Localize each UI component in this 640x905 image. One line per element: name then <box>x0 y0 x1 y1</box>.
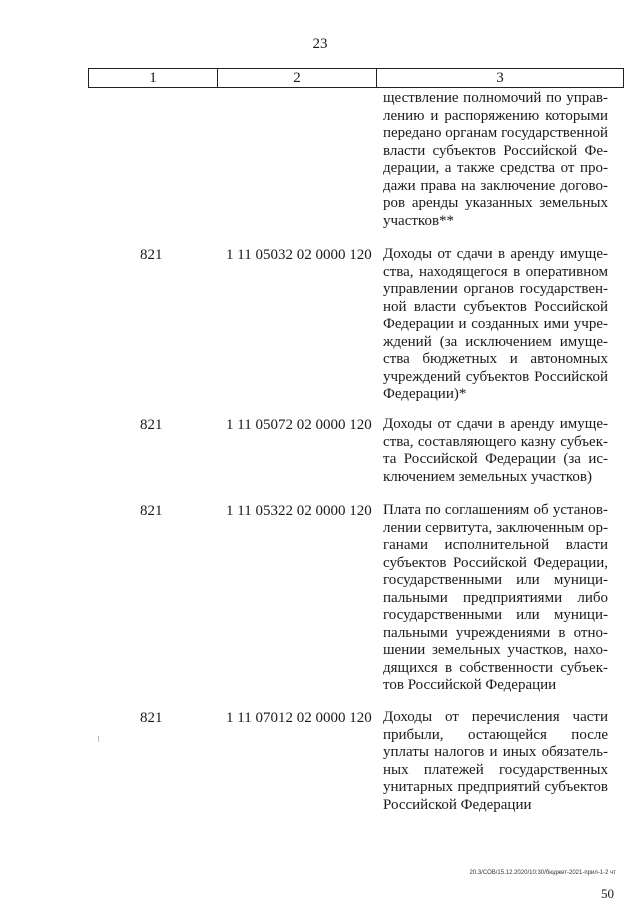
desc-line: ров аренды указанных земельных <box>383 195 608 211</box>
income-description <box>383 246 608 404</box>
desc-line: Доходы от сдачи в аренду имуще- <box>383 416 608 432</box>
desc-line: ства бюджетных и автономных <box>383 351 608 367</box>
desc-line: учреждений субъектов Российской <box>383 368 608 385</box>
admin-code: 821 <box>140 247 163 263</box>
income-code: 1 11 07012 02 0000 120 <box>226 710 372 726</box>
desc-line: уплаты налогов и иных обязатель- <box>383 744 608 760</box>
margin-mark <box>98 736 99 742</box>
desc-line: государственными или муници- <box>383 572 608 588</box>
desc-line: Доходы от сдачи в аренду имуще- <box>383 246 608 262</box>
desc-line: шении земельных участков, нахо- <box>383 642 608 658</box>
desc-line: участков** <box>383 212 455 229</box>
desc-line: пальными предприятиями либо <box>383 589 608 606</box>
column-header-2: 2 <box>218 69 377 88</box>
desc-line: передано органам государственной <box>383 125 608 141</box>
desc-line: прибыли, остающейся после <box>383 726 608 743</box>
column-header-1: 1 <box>89 69 218 88</box>
desc-line: та Российской Федерации (за ис- <box>383 451 608 467</box>
sheet-number: 50 <box>601 886 614 901</box>
desc-line: управлении органов государствен- <box>383 281 608 297</box>
income-code: 1 11 05032 02 0000 120 <box>226 247 372 263</box>
admin-code: 821 <box>140 503 163 519</box>
desc-line: ства, составляющего казну субъек- <box>383 433 608 450</box>
desc-line: Федерации)* <box>383 386 467 402</box>
income-description <box>383 502 608 695</box>
income-description <box>383 709 608 814</box>
desc-line: субъектов Российской Федерации, <box>383 554 608 571</box>
footer-file-path: 20.3/СОВ/15.12.2020/10:30/бюджет-2021-прил-1-2 чт <box>469 870 616 876</box>
desc-line: ждений (за исключением имуще- <box>383 333 608 350</box>
desc-line: пальными учреждениями в отно- <box>383 624 608 641</box>
desc-line: ключением земельных участков) <box>383 468 592 485</box>
desc-line: дажи права на заключение догово- <box>383 177 608 194</box>
desc-line: лении сервитута, заключенным ор- <box>383 519 608 536</box>
desc-line: ществление полномочий по управ- <box>383 90 608 106</box>
desc-line: ной власти субъектов Российской <box>383 298 608 315</box>
admin-code: 821 <box>140 417 163 433</box>
desc-line: дящихся в собственности субъек- <box>383 659 608 676</box>
admin-code: 821 <box>140 710 163 726</box>
desc-line: ных платежей государственных <box>383 761 608 778</box>
desc-line: лению и распоряжению которыми <box>383 107 608 124</box>
page-number: 23 <box>312 36 328 52</box>
desc-line: тов Российской Федерации <box>383 677 557 693</box>
desc-line: Плата по соглашениям об установ- <box>383 502 608 518</box>
desc-line: государственными или муници- <box>383 607 608 623</box>
column-header-table <box>88 68 624 88</box>
desc-line: дерации, а также средства от про- <box>383 160 608 176</box>
income-code: 1 11 05072 02 0000 120 <box>226 417 372 433</box>
income-code: 1 11 05322 02 0000 120 <box>226 503 372 519</box>
desc-line: ганами исполнительной власти <box>383 537 608 553</box>
desc-line: ства, находящегося в оперативном <box>383 263 608 280</box>
desc-line: Федерации и созданных ими учре- <box>383 316 608 332</box>
desc-line: власти субъектов Российской Фе- <box>383 142 608 159</box>
continuation-description <box>383 90 608 230</box>
column-header-3: 3 <box>377 69 624 88</box>
desc-line: унитарных предприятий субъектов <box>383 779 608 795</box>
desc-line: Российской Федерации <box>383 796 532 813</box>
income-description <box>383 416 608 486</box>
desc-line: Доходы от перечисления части <box>383 709 608 725</box>
